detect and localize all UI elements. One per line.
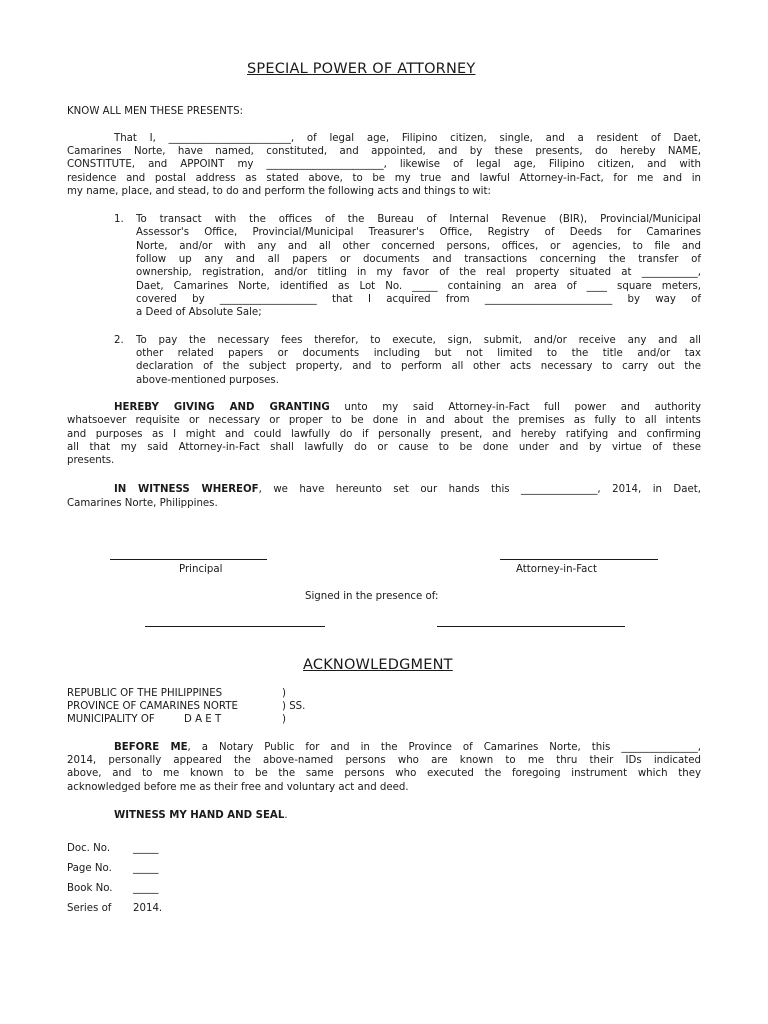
venue-municipality-name: D A E T [184,714,222,725]
intro-line: CONSTITUTE, and APPOINT my _______________________, likewise of legal age, Filipino citizen, and with [67,159,701,170]
notary-value: 2014. [133,903,163,914]
attorney-signature-line [500,559,658,560]
item-line: ownership, registration, and/or titling in my favor of the real property situated at ___________, [136,267,701,278]
witness-signature-line [145,626,325,627]
witness-line [114,483,701,497]
notary-label: Doc. No. [67,843,111,854]
witness-text: , we have hereunto set our hands this _______________, 2014, in Daet, [258,484,702,495]
before-line: above, and to me known to be the same persons who executed the foregoing instrument which they [67,768,701,779]
venue-mark: ) SS. [282,701,306,712]
item-line: above-mentioned purposes. [136,375,279,386]
notary-value: _____ [133,863,159,874]
signed-presence-label: Signed in the presence of: [305,591,439,602]
witness-lead: IN WITNESS WHEREOF [114,484,259,495]
venue-republic: REPUBLIC OF THE PHILIPPINES [67,688,223,699]
intro-line: That I, ________________________, of legal age, Filipino citizen, single, and a resident of Daet, [114,133,701,144]
venue-province: PROVINCE OF CAMARINES NORTE [67,701,238,712]
before-line: acknowledged before me as their free and voluntary act and deed. [67,782,409,793]
notary-label: Page No. [67,863,112,874]
witness-hand-end: . [284,810,288,821]
item-number: 1. [114,214,124,225]
granting-line: and purposes as I might and could lawfully do if personally present, and hereby ratifying and confirming [67,429,701,440]
item-line: other related papers or documents including but not limited to the title and/or tax [136,348,701,359]
witness-hand-text: WITNESS MY HAND AND SEAL [114,810,285,821]
notary-label: Book No. [67,883,113,894]
before-line [114,741,701,755]
witness-hand-line [114,809,288,823]
acknowledgment-title: ACKNOWLEDGMENT [303,657,453,673]
item-number: 2. [114,335,124,346]
venue-mark: ) [282,688,286,699]
granting-lead: HEREBY GIVING AND GRANTING [114,402,330,413]
item-line: a Deed of Absolute Sale; [136,307,262,318]
item-line: Norte, and/or with any and all other concerned persons, offices, or agencies, to file and [136,241,701,252]
notary-label: Series of [67,903,112,914]
granting-line: all that my said Attorney-in-Fact shall lawfully do or cause to be done under and by virtue of these [67,442,701,453]
item-line: declaration of the subject property, and to perform all other acts necessary to carry out the [136,361,701,372]
venue-mark: ) [282,714,286,725]
item-line: To pay the necessary fees therefor, to execute, sign, submit, and/or receive any and all [136,335,701,346]
granting-line: whatsoever requisite or necessary or proper to be done in and about the premises as fully to all intents [67,415,701,426]
before-text: , a Notary Public for and in the Province of Camarines Norte, this _______________, [187,742,702,753]
principal-signature-line [110,559,267,560]
intro-line: residence and postal address as stated above, to be my true and lawful Attorney-in-Fact, for me and in [67,173,701,184]
before-line: 2014, personally appeared the above-named persons who are known to me thru their IDs indicated [67,755,701,766]
salutation: KNOW ALL MEN THESE PRESENTS: [67,106,244,117]
granting-text: unto my said Attorney-in-Fact full power and authority [329,402,701,413]
intro-line: Camarines Norte, have named, constituted, and appointed, and by these presents, do hereby NAME, [67,146,701,157]
item-line: follow up any and all papers or documents and transactions concerning the transfer of [136,254,701,265]
item-line: covered by ___________________ that I acquired from _________________________ by way of [136,294,701,305]
witness-line: Camarines Norte, Philippines. [67,498,218,509]
granting-line [114,401,701,415]
before-lead: BEFORE ME [114,742,188,753]
item-line: Assessor's Office, Provincial/Municipal Treasurer's Office, Registry of Deeds for Camarines [136,227,701,238]
granting-line: presents. [67,455,115,466]
notary-value: _____ [133,883,159,894]
principal-label: Principal [179,564,223,575]
notary-value: _____ [133,843,159,854]
item-line: Daet, Camarines Norte, identified as Lot No. _____ containing an area of ____ square meters, [136,281,701,292]
witness-signature-line [437,626,625,627]
attorney-label: Attorney-in-Fact [516,564,597,575]
item-line: To transact with the offices of the Bureau of Internal Revenue (BIR), Provincial/Municipal [136,214,701,225]
venue-municipality: MUNICIPALITY OF [67,714,155,725]
intro-line: my name, place, and stead, to do and perform the following acts and things to wit: [67,186,491,197]
document-title: SPECIAL POWER OF ATTORNEY [247,61,476,77]
